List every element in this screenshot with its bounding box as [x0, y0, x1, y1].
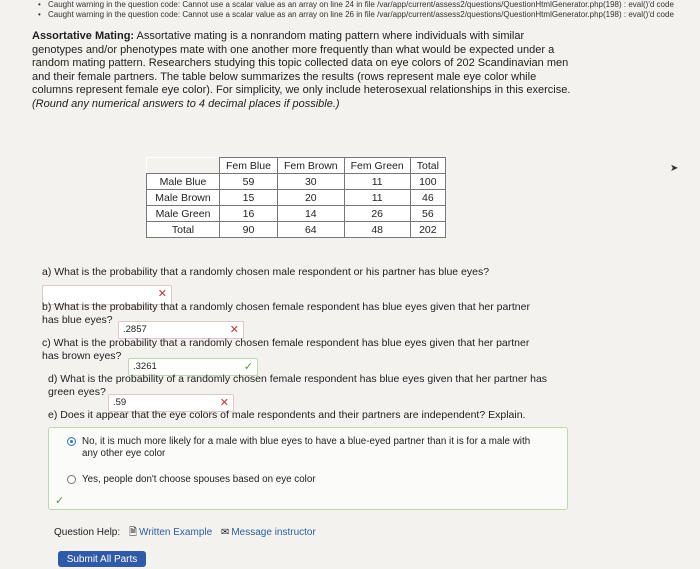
correct-check-icon: ✓: [243, 361, 253, 373]
eye-color-table: [146, 157, 446, 238]
column-header: Fem Blue: [220, 158, 278, 174]
table-cell: 100: [410, 174, 445, 190]
column-header: Fem Brown: [277, 158, 344, 174]
table-cell: 56: [410, 206, 445, 222]
question-intro: [32, 30, 572, 112]
row-header: Male Brown: [147, 190, 220, 206]
table-cell: 30: [277, 174, 344, 190]
table-cell: 202: [410, 222, 445, 238]
answer-c-input[interactable]: .3261 ✓: [128, 358, 258, 376]
table-cell: 59: [220, 174, 278, 190]
choice-yes[interactable]: Yes, people don't choose spouses based on eye color: [67, 474, 547, 486]
table-row: [147, 174, 446, 190]
choice-no[interactable]: No, it is much more likely for a male with blue eyes to have a blue-eyed partner than it is for a male with any other eye color: [67, 436, 547, 460]
table-cell: 11: [344, 174, 410, 190]
warning-line: • Caught warning in the question code: Cannot use a scalar value as an array on line 26 in file /var/app/current/assess2/questions/QuestionHtmlGenerator.php(198) : eval()'d code: [38, 10, 674, 19]
table-cell: 26: [344, 206, 410, 222]
table-cell: 16: [220, 206, 278, 222]
answer-e-choices: [48, 427, 568, 510]
question-a-text: a) What is the probability that a randomly chosen male respondent or his partner has blue eyes?: [42, 266, 490, 278]
warning-list: [38, 0, 700, 20]
table-cell: 46: [410, 190, 445, 206]
row-header: Total: [147, 222, 220, 238]
table-row: [147, 190, 446, 206]
answer-b-input[interactable]: .2857 ✕: [118, 321, 244, 339]
warning-line: • Caught warning in the question code: Cannot use a scalar value as an array on line 24 in file /var/app/current/assess2/questions/QuestionHtmlGenerator.php(198) : eval()'d code: [38, 0, 674, 9]
radio-unselected-icon[interactable]: [67, 475, 76, 484]
table-cell: 64: [277, 222, 344, 238]
row-header: Male Blue: [147, 174, 220, 190]
radio-selected-icon[interactable]: [67, 437, 76, 446]
question-e-text: e) Does it appear that the eye colors of male respondents and their partners are independent? Explain.: [48, 409, 526, 421]
message-instructor-link[interactable]: Message instructor: [231, 527, 316, 538]
rounding-note: (Round any numerical answers to 4 decimal places if possible.): [32, 97, 340, 110]
table-cell: 90: [220, 222, 278, 238]
mouse-cursor-icon: ➤: [670, 163, 679, 174]
table-row: [147, 206, 446, 222]
table-cell: 20: [277, 190, 344, 206]
envelope-icon: ✉: [220, 527, 230, 538]
column-header: Fem Green: [344, 158, 410, 174]
intro-text: Assortative mating is a nonrandom mating pattern where individuals with similar genotypes and/or phenotypes mate with one another more frequently than what would be expected under a random mating pattern. Researchers studying this topic collected data on eye colors of 202 Scandinavian men and their female partners. The table below summarizes the results (rows represent male eye color while columns represent female eye color). For simplicity, we only include heterosexual relationships in this exercise.: [32, 30, 571, 97]
document-icon: 🗎: [128, 527, 137, 538]
incorrect-icon: ✕: [229, 324, 239, 336]
intro-title: Assortative Mating:: [32, 30, 135, 42]
question-c-text: c) What is the probability that a randomly chosen female respondent has blue eyes given that her partner has brown eyes?: [42, 337, 530, 362]
incorrect-icon: ✕: [219, 397, 229, 409]
column-header: Total: [410, 158, 445, 174]
question-b-text: b) What is the probability that a randomly chosen female respondent has blue eyes given that her partner has blue eyes?: [42, 301, 530, 326]
table-cell: 14: [277, 206, 344, 222]
table-cell: 48: [344, 222, 410, 238]
written-example-link[interactable]: Written Example: [138, 527, 213, 538]
table-cell: 15: [220, 190, 278, 206]
table-header-row: [147, 158, 446, 174]
answer-d-input[interactable]: .59 ✕: [108, 394, 234, 412]
correct-check-icon: ✓: [55, 495, 65, 507]
row-header: Male Green: [147, 206, 220, 222]
submit-all-parts-button[interactable]: Submit All Parts: [58, 551, 146, 567]
incorrect-icon: ✕: [157, 288, 167, 300]
table-cell: 11: [344, 190, 410, 206]
question-help: Question Help: 🗎 Written Example ✉ Message instructor: [54, 525, 316, 542]
table-corner: [147, 158, 220, 174]
table-row: [147, 222, 446, 238]
question-d-text: d) What is the probability of a randomly chosen female respondent has blue eyes given that her partner has green eyes?: [48, 373, 548, 398]
